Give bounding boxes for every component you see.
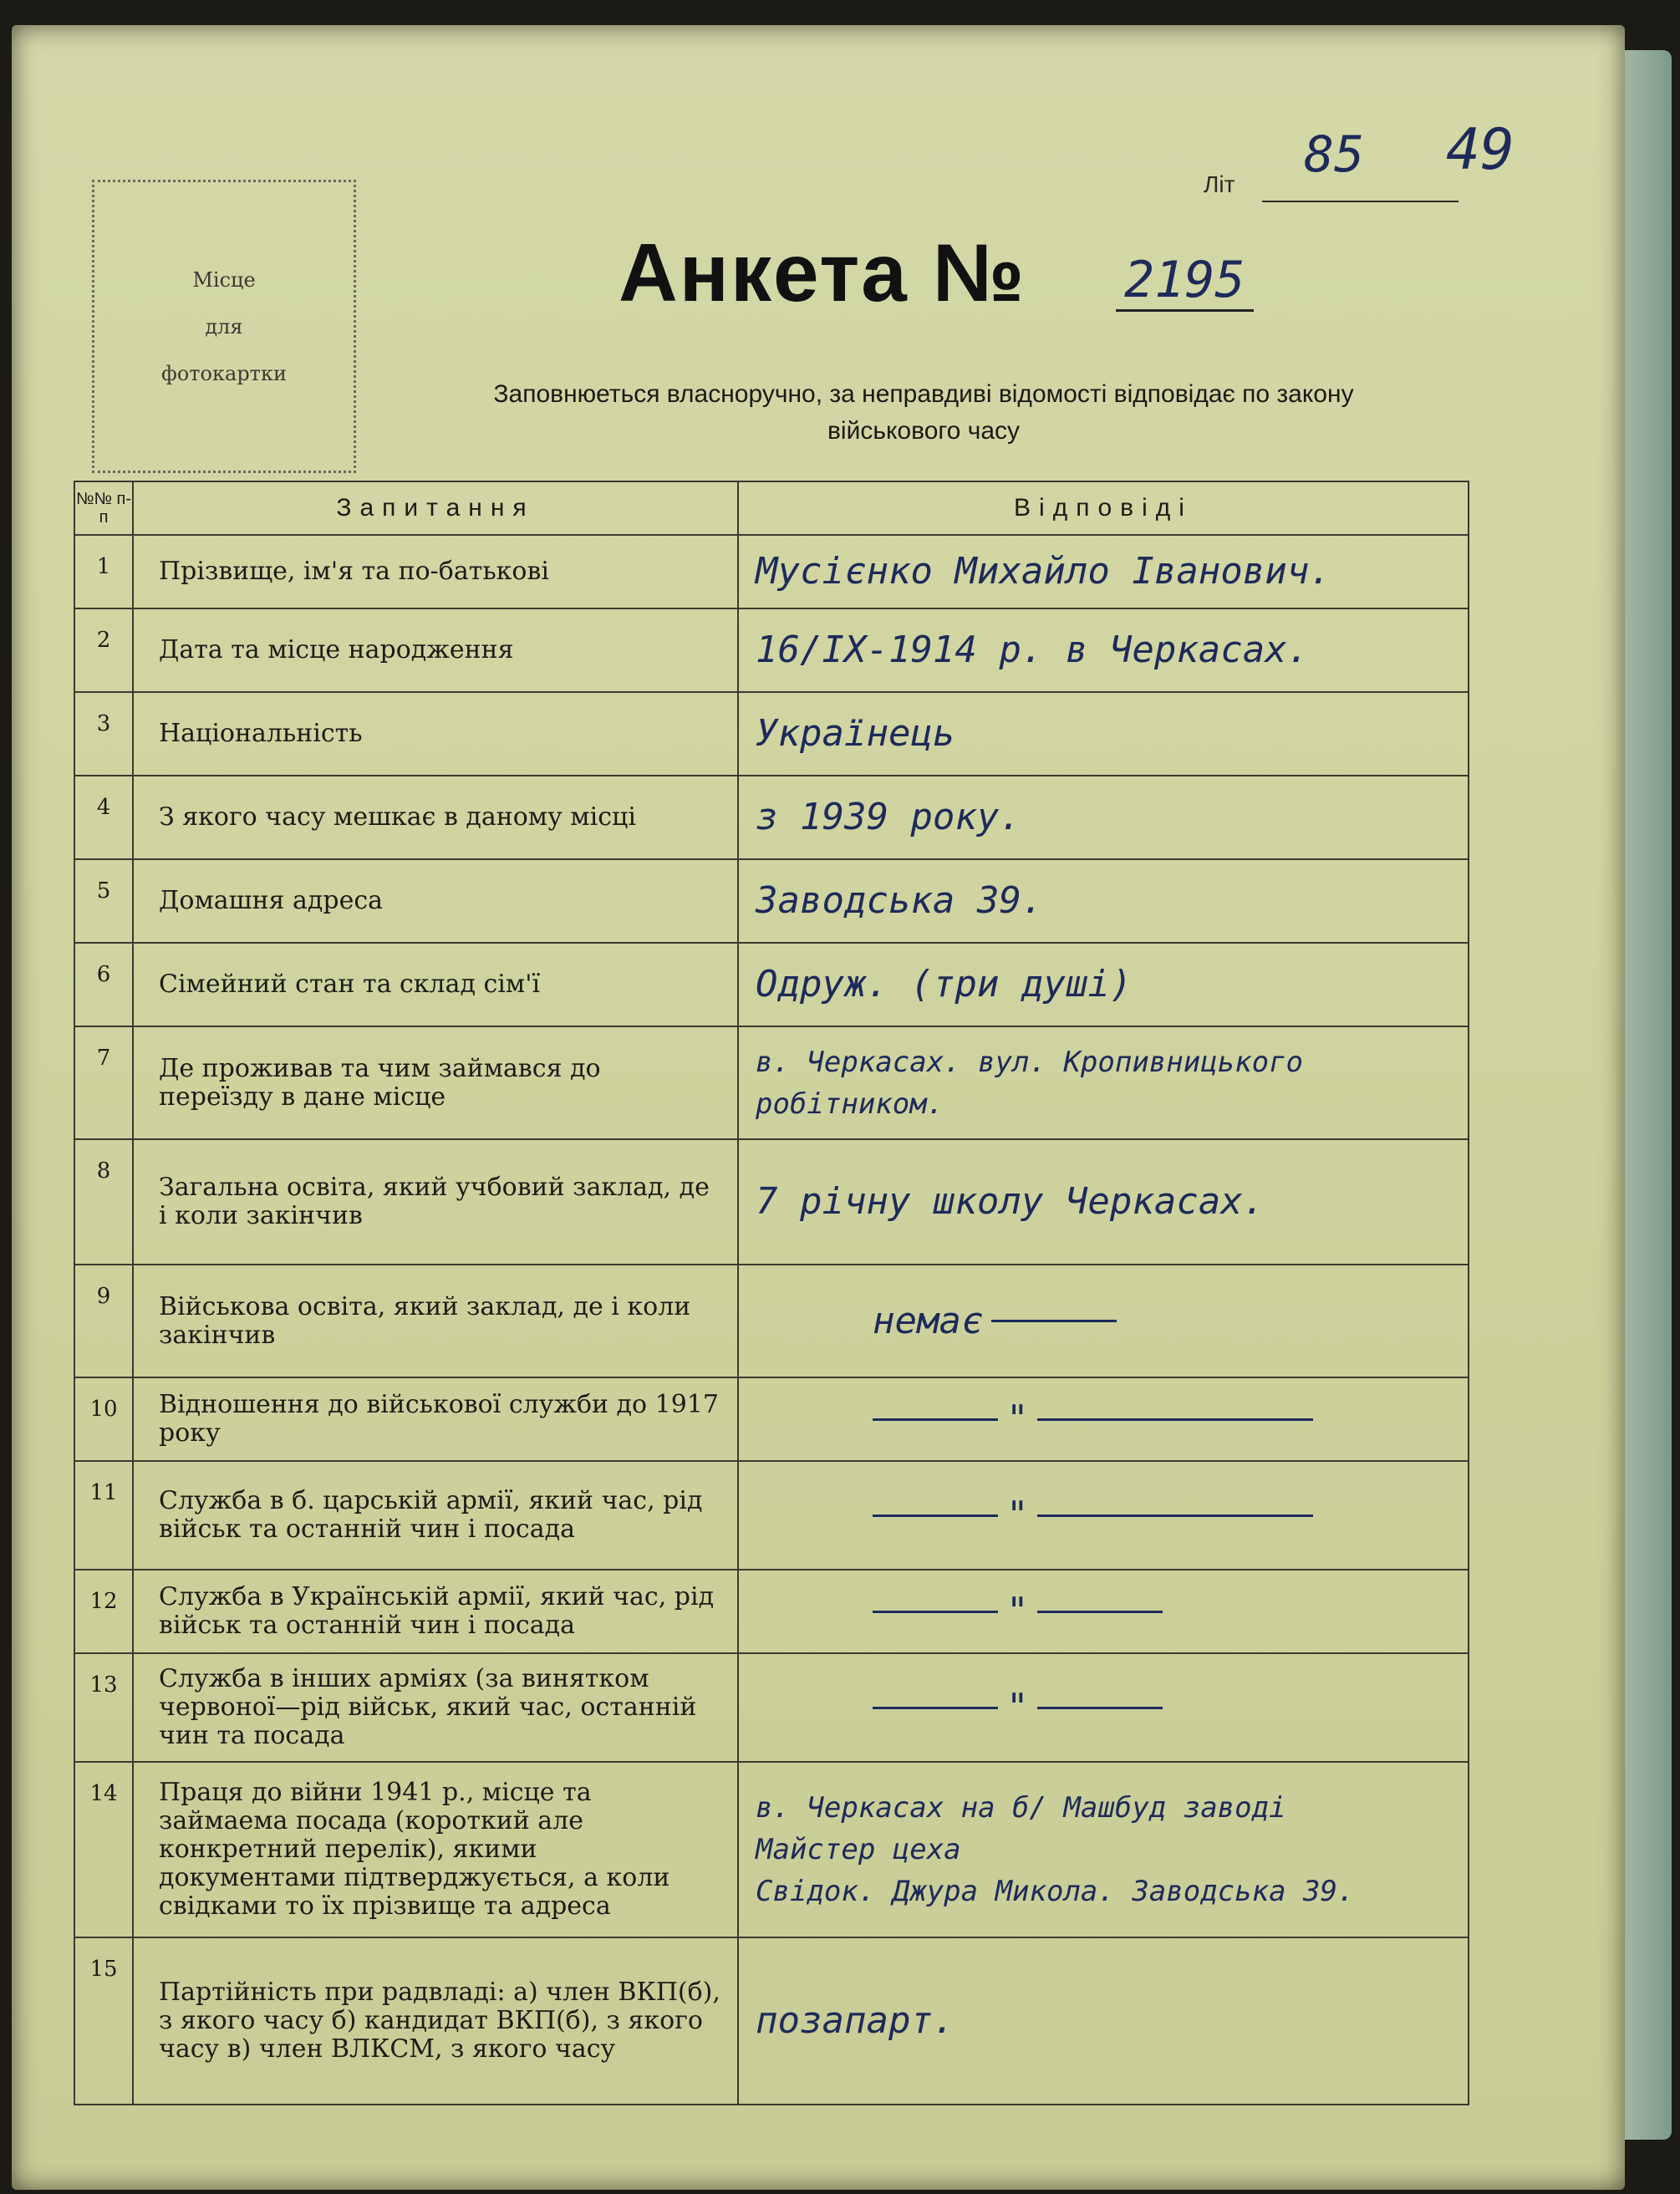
table-row (74, 608, 1469, 692)
column-header-num: №№ п-п (74, 481, 133, 535)
photo-label-1: Місце (192, 267, 256, 292)
subtitle-line-2: військового часу (827, 417, 1021, 445)
row-answer (738, 1937, 1469, 2105)
row-question: Праця до війни 1941 р., місце та займаема посада (короткий але конкретний перелік), якими документами підтверджується, а коли свідками то їх прізвище та адреса (133, 1762, 738, 1937)
row-question: Служба в Українській армії, який час, рід військ та останній чин і посада (133, 1570, 738, 1653)
row-number: 2 (74, 608, 133, 692)
row-answer (738, 859, 1469, 943)
table-row (74, 776, 1469, 859)
row-answer (738, 1139, 1469, 1265)
row-answer (738, 943, 1469, 1026)
table-row (74, 1139, 1469, 1265)
row-question: Де проживав та чим займався до переїзду в дане місце (133, 1026, 738, 1139)
row-number: 7 (74, 1026, 133, 1139)
table-row (74, 1653, 1469, 1762)
questionnaire-table (74, 481, 1469, 2105)
photo-label-2: для (205, 314, 243, 339)
row-question: Національність (133, 692, 738, 776)
dash-mark (873, 1514, 998, 1517)
answer-line-3: Свідок. Джура Микола. Заводська 39. (756, 1875, 1355, 1908)
answer-text: 7 річну школу Черкасах. (756, 1180, 1265, 1223)
table-row (74, 1461, 1469, 1570)
dash-mark (1037, 1611, 1163, 1613)
answer-text: позапарт. (756, 1999, 955, 2042)
lit-label: Літ (1204, 171, 1235, 197)
column-header-question: Запитання (133, 481, 738, 535)
answer-text: Одруж. (три душі) (756, 963, 1133, 1005)
answer-text: 16/IX-1914 р. в Черкасах. (756, 629, 1310, 671)
photo-placeholder (92, 180, 356, 473)
row-question: Служба в інших арміях (за винятком червоної—рід військ, який час, останній чин та посада (133, 1653, 738, 1762)
row-question: Загальна освіта, який учбовий заклад, де і коли закінчив (133, 1139, 738, 1265)
row-answer (738, 1653, 1469, 1762)
row-question: Прізвище, ім'я та по-батькові (133, 535, 738, 608)
row-answer (738, 535, 1469, 608)
row-answer (738, 1026, 1469, 1139)
subtitle (384, 376, 1463, 450)
row-number: 5 (74, 859, 133, 943)
ditto-mark: " (1006, 1494, 1029, 1536)
dash-mark (873, 1707, 998, 1709)
ditto-mark: " (1006, 1686, 1029, 1728)
table-row (74, 1762, 1469, 1937)
row-answer (738, 1461, 1469, 1570)
table-row (74, 859, 1469, 943)
row-number: 13 (74, 1653, 133, 1762)
answer-text: в. Черкасах. вул. Кропивницького робітником. (756, 1045, 1304, 1121)
row-question: Військова освіта, який заклад, де і коли закінчив (133, 1265, 738, 1377)
table-row (74, 943, 1469, 1026)
row-answer (738, 1265, 1469, 1377)
dash-mark (873, 1611, 998, 1613)
row-number: 15 (74, 1937, 133, 2105)
row-answer (738, 1377, 1469, 1461)
row-answer (738, 1762, 1469, 1937)
row-number: 1 (74, 535, 133, 608)
table-row (74, 535, 1469, 608)
answer-line-2: Майстер цеха (756, 1833, 961, 1866)
row-number: 3 (74, 692, 133, 776)
row-number: 12 (74, 1570, 133, 1653)
table-row (74, 692, 1469, 776)
row-answer (738, 608, 1469, 692)
subtitle-line-1: Заповнюеться власноручно, за неправдиві відомості відповідає по закону (493, 380, 1354, 408)
dash-mark (1037, 1707, 1163, 1709)
row-question: Сімейний стан та склад сім'ї (133, 943, 738, 1026)
dash-mark (873, 1418, 998, 1421)
table-row (74, 1265, 1469, 1377)
column-header-answer: Відповіді (738, 481, 1469, 535)
answer-line-1: в. Черкасах на б/ Машбуд заводі (756, 1791, 1286, 1825)
row-question: Служба в б. царській армії, який час, рід військ та останній чин і посада (133, 1461, 738, 1570)
row-question: Домашня адреса (133, 859, 738, 943)
row-number: 10 (74, 1377, 133, 1461)
answer-text: Українець (756, 712, 955, 755)
photo-label-3: фотокартки (161, 361, 287, 385)
table-header (74, 481, 1469, 535)
row-question: Дата та місце народження (133, 608, 738, 692)
row-number: 14 (74, 1762, 133, 1937)
lit-value-2: 49 (1446, 117, 1515, 183)
row-number: 9 (74, 1265, 133, 1377)
row-number: 6 (74, 943, 133, 1026)
row-question: Відношення до військової служби до 1917 року (133, 1377, 738, 1461)
lit-value-1: 85 (1304, 125, 1365, 184)
row-number: 8 (74, 1139, 133, 1265)
ditto-mark: " (1006, 1397, 1029, 1440)
table-row (74, 1026, 1469, 1139)
page-title: Анкета № (619, 227, 1026, 318)
row-question: З якого часу мешкає в даному місці (133, 776, 738, 859)
row-number: 4 (74, 776, 133, 859)
lit-underline (1262, 201, 1459, 202)
answer-text: Мусієнко Михайло Іванович. (756, 550, 1331, 593)
answer-text: з 1939 року. (756, 796, 1021, 838)
answer-text: немає (873, 1299, 984, 1342)
questionnaire-number: 2195 (1116, 251, 1254, 312)
answer-text: Заводська 39. (756, 879, 1044, 922)
ditto-mark: " (1006, 1590, 1029, 1632)
table-row (74, 1570, 1469, 1653)
dash-mark (991, 1320, 1117, 1322)
row-answer (738, 776, 1469, 859)
row-number: 11 (74, 1461, 133, 1570)
row-answer (738, 1570, 1469, 1653)
row-answer (738, 692, 1469, 776)
table-row (74, 1937, 1469, 2105)
dash-mark (1037, 1418, 1313, 1421)
dash-mark (1037, 1514, 1313, 1517)
table-row (74, 1377, 1469, 1461)
row-question: Партійність при радвладі: а) член ВКП(б), з якого часу б) кандидат ВКП(б), з якого часу в) член ВЛКСМ, з якого часу (133, 1937, 738, 2105)
